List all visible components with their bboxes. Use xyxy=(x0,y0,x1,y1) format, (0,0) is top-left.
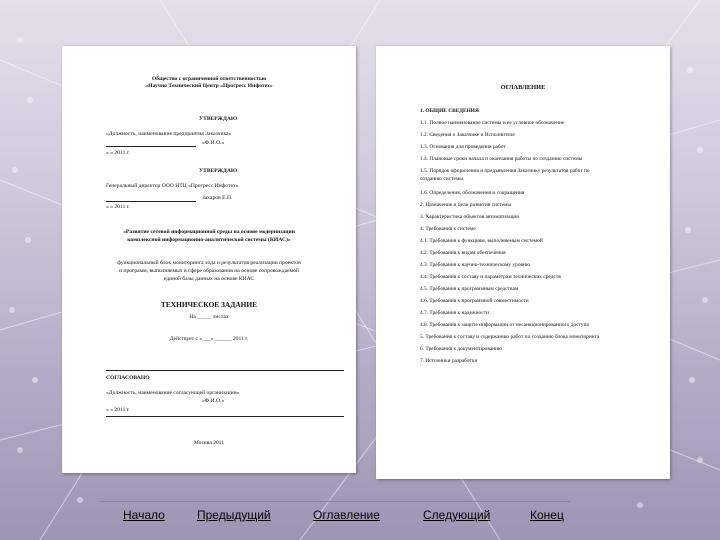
toc-item: 1.2. Сведения о Заказчике и Исполнителе xyxy=(420,132,515,138)
nav-next-link[interactable]: Следующий xyxy=(423,508,491,522)
signature-line xyxy=(106,146,196,147)
approve-date-2: « » 2011 г. xyxy=(106,204,130,210)
approve-title-2: УТВЕРЖДАЮ xyxy=(199,168,238,174)
scope-line3: единой базы данных на основе КИАС xyxy=(163,276,255,282)
approve-position-1: «Должность, наименование предприятия Заказчика» xyxy=(106,131,232,137)
org-name-line1: Общество с ограниченной ответственностью xyxy=(151,76,267,82)
toc-item: 1.1. Полное наименование системы и ее условное обозначение xyxy=(420,120,565,126)
nav-end-link[interactable]: Конец xyxy=(530,508,564,522)
toc-item: 1.5. Порядок оформления и предъявления Заказчику результатов работ по xyxy=(420,168,590,174)
approve-date-1: « » 2011 г. xyxy=(106,150,130,156)
section-divider xyxy=(106,416,344,417)
toc-item: 6. Требования к документированию xyxy=(420,346,503,352)
agreed-date: « » 2011 г. xyxy=(106,407,130,413)
toc-item: 4.6. Требования к программной совместимости xyxy=(420,298,529,304)
scope-line2: и программ, выполняемых в сфере образования на основе сопровождаемой xyxy=(119,268,299,274)
slide-navigation xyxy=(0,508,720,528)
agreed-fio: «Ф.И.О.» xyxy=(202,398,225,404)
toc-item: 4.2. Требования к видам обеспечения xyxy=(420,250,506,256)
toc-item: созданию системы xyxy=(420,176,463,182)
toc-item: 4.7. Требования к надежности xyxy=(420,310,489,316)
toc-item: 2. Назначение и цели развития системы xyxy=(420,202,512,208)
contents-page xyxy=(376,46,670,479)
toc-item: 1.4. Плановые сроки начала и окончания работы по созданию системы xyxy=(420,156,583,162)
toc-item: 3. Характеристика объектов автоматизации xyxy=(420,214,520,220)
toc-item: 4.5. Требования к программным средствам xyxy=(420,286,519,292)
approve-position-2: Генеральный директор ООО НТЦ «Прогресс Инфотех» xyxy=(106,183,239,189)
scope-line1: функциональный блок мониторинга хода и результатов реализации проектов xyxy=(117,260,301,266)
toc-item: 5. Требования к составу и содержанию работ по созданию блока мониторинга xyxy=(420,334,600,340)
signature-line xyxy=(106,201,196,202)
project-title-line2: комплексной информационно-аналитической системы (КИАС)» xyxy=(127,237,291,243)
toc-item: 4.3. Требования к научно-техническому уровню xyxy=(420,262,530,268)
approve-fio-2: Захаров Е.П. xyxy=(202,195,233,201)
toc-item: 1. ОБЩИЕ СВЕДЕНИЯ xyxy=(420,108,479,114)
contents-title: ОГЛАВЛЕНИЕ xyxy=(500,84,546,91)
document-main-title: ТЕХНИЧЕСКОЕ ЗАДАНИЕ xyxy=(160,300,258,309)
nav-previous-link[interactable]: Предыдущий xyxy=(197,508,271,522)
nav-contents-link[interactable]: Оглавление xyxy=(313,508,380,522)
sheet-count: На _____ листах xyxy=(189,314,229,320)
toc-item: 7. Источники разработки xyxy=(420,358,478,364)
toc-item: 1.6. Определения, обозначения и сокращения xyxy=(420,190,525,196)
place-year: Москва 2011 xyxy=(193,440,225,446)
agreed-title: СОГЛАСОВАНО xyxy=(106,375,150,381)
approve-title-1: УТВЕРЖДАЮ xyxy=(199,116,238,122)
agreed-position: «Должность, наименование согласующей организации» xyxy=(106,390,240,396)
toc-item: 4.8. Требования к защите информации от несанкционированного доступа xyxy=(420,322,589,328)
nav-start-link[interactable]: Начало xyxy=(123,508,165,522)
toc-item: 4.4. Требования к составу и параметрам технических средств xyxy=(420,274,561,280)
approve-fio-1: «Ф.И.О.» xyxy=(202,140,225,146)
toc-item: 4.1. Требования к функциям, выполняемым системой xyxy=(420,238,543,244)
section-divider xyxy=(106,370,344,371)
project-title-line1: «Развитие сетевой информационной среды на основе модернизации xyxy=(123,229,295,235)
nav-divider xyxy=(100,501,570,502)
toc-item: 4. Требования к системе xyxy=(420,226,476,232)
title-page xyxy=(62,46,356,473)
toc-item: 1.3. Основания для проведения работ xyxy=(420,144,506,150)
org-name-line2: «Научно Технический Центр «Прогресс Инфотех» xyxy=(145,83,273,89)
valid-from: Действует с «___» ______ 2011 г. xyxy=(169,336,249,342)
